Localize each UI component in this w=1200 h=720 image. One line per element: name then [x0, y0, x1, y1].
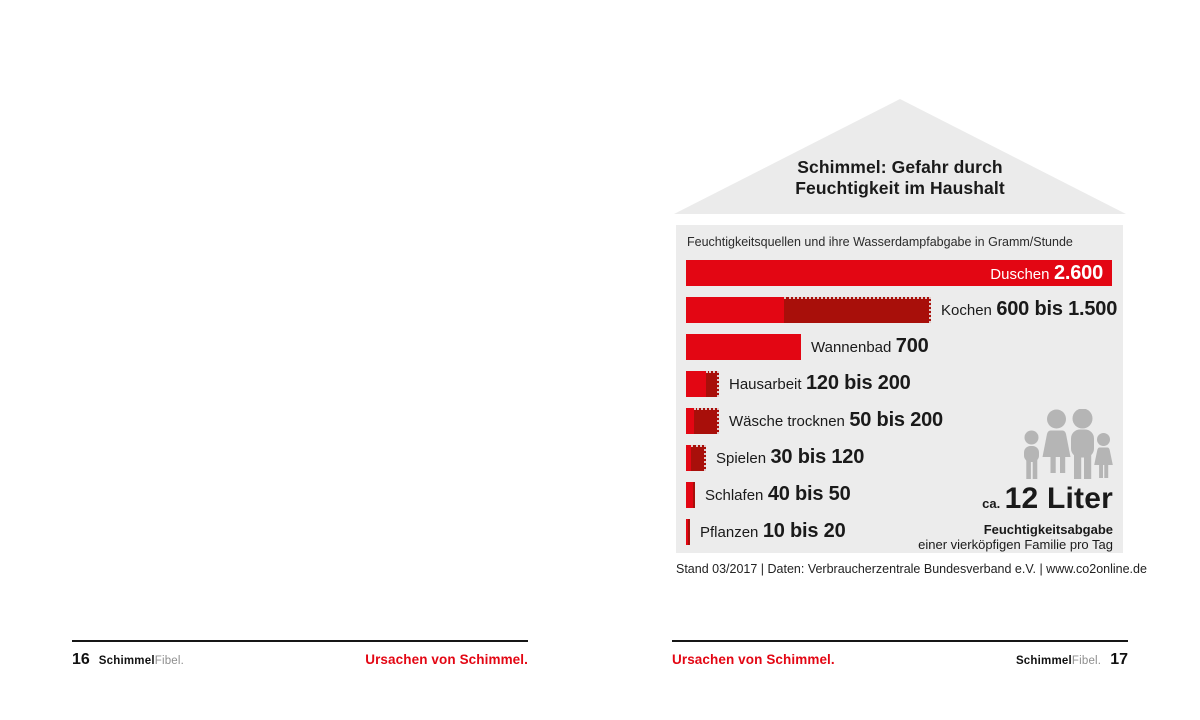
bar-label — [990, 260, 1112, 288]
bar-row-pflanzen — [686, 519, 846, 545]
bar-row-w-sche-trocknen — [686, 408, 943, 434]
bar-category-text: Duschen — [990, 266, 1050, 283]
bar-category-text: Wäsche trocknen — [729, 413, 845, 430]
bar-row-duschen — [686, 260, 1112, 286]
bar-label — [700, 518, 846, 546]
bar-label — [729, 370, 911, 398]
footer-left-brand-group — [72, 651, 184, 669]
page-number-left: 16 — [72, 651, 90, 668]
bar-value-text: 50 bis 200 — [849, 409, 943, 431]
footer-left-page — [72, 651, 528, 669]
bar-label — [705, 481, 851, 509]
bar-segment-range — [784, 297, 931, 323]
bar-category-text: Hausarbeit — [729, 376, 802, 393]
bar-row-wannenbad — [686, 334, 929, 360]
bar-segment-min — [686, 408, 694, 434]
bar-segment-range — [691, 445, 706, 471]
bar-label — [729, 407, 943, 435]
bar-category-text: Pflanzen — [700, 524, 759, 541]
brand-logo-right — [1016, 655, 1101, 667]
bar-segment-range — [694, 408, 719, 434]
bar-segment-range — [706, 371, 719, 397]
chart-subtitle: Feuchtigkeitsquellen und ihre Wasserdampfabgabe in Gramm/Stunde — [687, 235, 1073, 249]
footer-rule-right — [672, 640, 1128, 642]
bar-value-text: 120 bis 200 — [806, 372, 911, 394]
liter-prefix: ca. — [982, 496, 1001, 511]
bar-value-text: 10 bis 20 — [762, 520, 846, 542]
infographic-panel — [676, 225, 1123, 553]
brand-bold-right: Schimmel — [1015, 655, 1072, 667]
section-label-right: Ursachen von Schimmel. — [672, 652, 835, 667]
brand-light-left: Fibel. — [154, 655, 185, 667]
bar-label — [716, 444, 864, 472]
bar-category-text: Schlafen — [705, 487, 764, 504]
bar-value-text: 30 bis 120 — [770, 446, 865, 468]
bar-segment-range — [693, 482, 695, 508]
infographic-title-line2: Feuchtigkeit im Haushalt — [795, 178, 1005, 198]
bar-category-text: Spielen — [716, 450, 767, 467]
liter-normal-line: einer vierköpfigen Familie pro Tag — [918, 537, 1113, 552]
page-number-right: 17 — [1110, 651, 1128, 668]
source-line: Stand 03/2017 | Daten: Verbraucherzentrale Bundesverband e.V. | www.co2online.de — [676, 562, 1147, 576]
bar-segment-min — [686, 297, 784, 323]
footer-right-page — [672, 651, 1128, 669]
bar-value-text: 2.600 — [1053, 262, 1103, 284]
family-icon — [1018, 409, 1113, 481]
footer-right-brand-group — [1016, 651, 1128, 669]
bar-segment-min — [686, 334, 801, 360]
bar-row-schlafen — [686, 482, 851, 508]
bar-category-text: Wannenbad — [811, 339, 892, 356]
bar-value-text: 700 — [895, 335, 929, 357]
footer-rule-left — [72, 640, 528, 642]
brand-bold-left: Schimmel — [98, 655, 155, 667]
liter-callout-headline — [918, 483, 1113, 520]
bar-label — [811, 333, 929, 361]
bar-label — [941, 296, 1117, 324]
liter-bold-line: Feuchtigkeitsabgabe — [983, 522, 1113, 537]
bar-value-text: 600 bis 1.500 — [996, 298, 1118, 320]
bar-row-hausarbeit — [686, 371, 911, 397]
section-label-left: Ursachen von Schimmel. — [365, 652, 528, 667]
brand-logo-left — [99, 655, 184, 667]
bar-row-spielen — [686, 445, 864, 471]
brand-light-right: Fibel. — [1071, 655, 1102, 667]
bar-row-kochen — [686, 297, 1117, 323]
bar-segment-min — [686, 482, 693, 508]
infographic-title-line1: Schimmel: Gefahr durch — [797, 157, 1003, 177]
infographic-title — [674, 157, 1126, 199]
bar-segment-min — [686, 371, 706, 397]
liter-value: 12 Liter — [1004, 482, 1113, 515]
liter-callout — [918, 483, 1113, 552]
bar-category-text: Kochen — [941, 302, 992, 319]
bar-segment-range — [688, 519, 690, 545]
bar-value-text: 40 bis 50 — [767, 483, 851, 505]
